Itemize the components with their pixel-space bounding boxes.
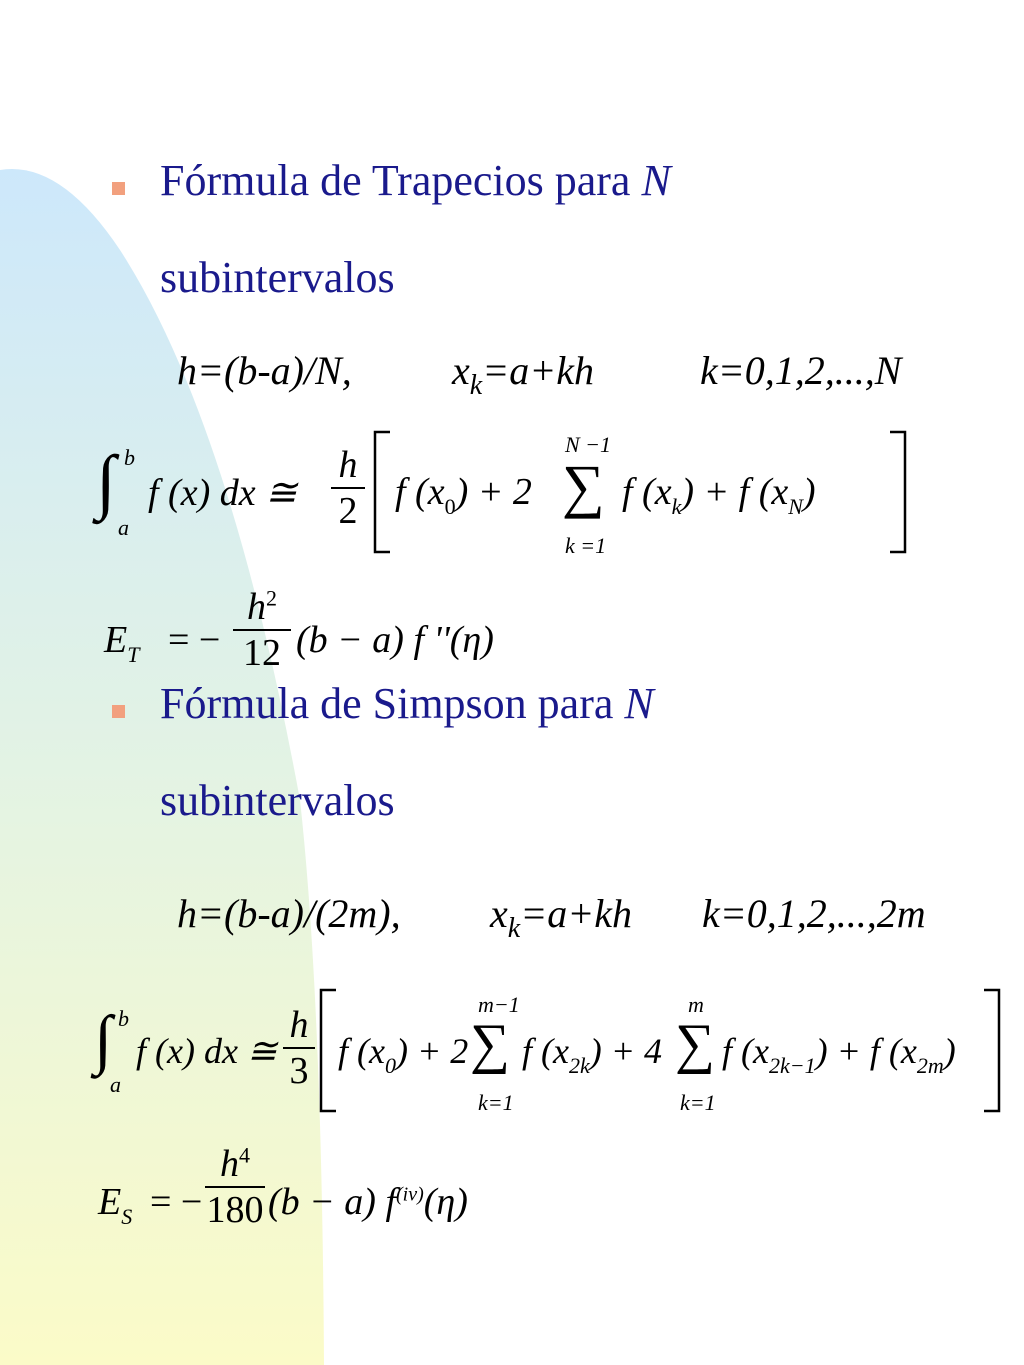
fraction-h-2 [330,443,366,533]
e: E [98,1181,122,1223]
xk-rest: =a+kh [520,891,632,936]
frac-den: 3 [289,1050,309,1092]
error-rest-sup: (iv) [396,1183,424,1206]
simpson-k-range: k=0,1,2,...,2m [702,891,926,936]
trapezoid-k-range: k=0,1,2,...,N [700,348,902,393]
frac-num: h [338,444,358,486]
simpson-title-n: N [624,679,654,728]
trapezoid-h-def: h=(b-a)/N, [177,348,352,393]
term-2 [522,1030,662,1079]
error-h: $h^2$ [247,585,277,628]
sigma-icon: ∑ [470,1013,510,1075]
equals-minus: = − [150,1181,203,1223]
sum1-upper: m−1 [478,992,520,1017]
integral-lower: a [118,515,129,540]
error-h: $h^4$ [220,1142,250,1185]
term-3 [722,1030,956,1079]
sum-upper: N −1 [565,432,612,457]
e-sub: S [121,1204,133,1229]
xk-rest: =a+kh [482,348,594,393]
t3-end: ) [802,471,816,513]
fraction-h-3 [282,1003,316,1093]
integrand: f (x) dx ≅ [148,472,297,514]
left-bracket [318,988,340,1114]
term-1 [395,470,532,520]
equals-minus: = − [168,619,221,661]
t2-sub: 2k [568,1053,590,1078]
simpson-title [160,678,654,729]
t1-sub: 0 [444,494,456,519]
bullet-simpson [112,705,125,718]
t3-sub: 2k−1 [768,1053,816,1078]
simpson-h-def: h=(b-a)/(2m), [177,891,401,936]
t2-end: ) + f (x [681,471,789,513]
xk-x: x [452,348,470,393]
integral-sign: ∫ [94,1003,113,1076]
error-den: 12 [243,632,281,674]
error-den: 180 [206,1189,264,1231]
t4-sub: 2m [916,1053,944,1078]
t3-sub: N [788,494,803,519]
t1-end: ) + 2 [395,1031,469,1071]
xk-sub: k [469,370,483,401]
xk-sub: k [507,913,521,944]
sum1-lower: k=1 [478,1090,514,1115]
bullet-trapezoid [112,182,125,195]
t1-end: ) + 2 [455,471,532,513]
integral-sign: ∫ [96,441,116,521]
sigma-icon: ∑ [675,1013,715,1075]
error-fraction [204,1142,266,1232]
error-fraction [232,585,292,675]
error-label [98,1180,132,1230]
trapezoid-title-line2: subintervalos [160,253,395,302]
sum2-lower: k=1 [680,1090,716,1115]
term-2 [622,470,816,520]
t2-end: ) + 4 [589,1031,663,1071]
t2: f (x [622,471,672,513]
error-rest: (b − a) f ''(η) [296,619,494,661]
t1-sub: 0 [384,1053,396,1078]
frac-den: 2 [338,490,358,532]
right-bracket [886,430,908,555]
trapezoid-xk [452,347,594,402]
right-bracket [980,988,1002,1114]
frac-num: h [289,1004,309,1046]
simpson-title-text: Fórmula de Simpson para [160,679,625,728]
t4-end: ) [943,1031,956,1071]
e: E [104,619,128,661]
integrand: f (x) dx ≅ [136,1031,278,1071]
t1: f (x [338,1031,385,1071]
t2-sub: k [671,494,682,519]
trapezoid-title-n: N [641,156,671,205]
integral-upper: b [118,1006,129,1031]
t3-end: ) + f (x [815,1031,917,1071]
term-1 [338,1030,468,1079]
sum-lower: k =1 [565,533,607,558]
integral-lower: a [110,1072,121,1097]
simpson-title-line2: subintervalos [160,776,395,825]
t1: f (x [395,471,445,513]
t3: f (x [722,1031,769,1071]
integral-upper: b [124,445,135,470]
trapezoid-title [160,155,671,206]
error-rest-b: (η) [423,1181,468,1223]
error-rest-a: (b − a) f [268,1181,397,1223]
e-sub: T [127,642,140,667]
t2: f (x [522,1031,569,1071]
left-bracket [372,430,394,555]
trapezoid-title-text: Fórmula de Trapecios para [160,156,642,205]
simpson-xk [490,890,632,945]
sum2-upper: m [688,992,704,1017]
sigma-icon: ∑ [562,453,605,519]
error-label [104,618,139,668]
xk-x: x [490,891,508,936]
error-rest [268,1180,468,1224]
